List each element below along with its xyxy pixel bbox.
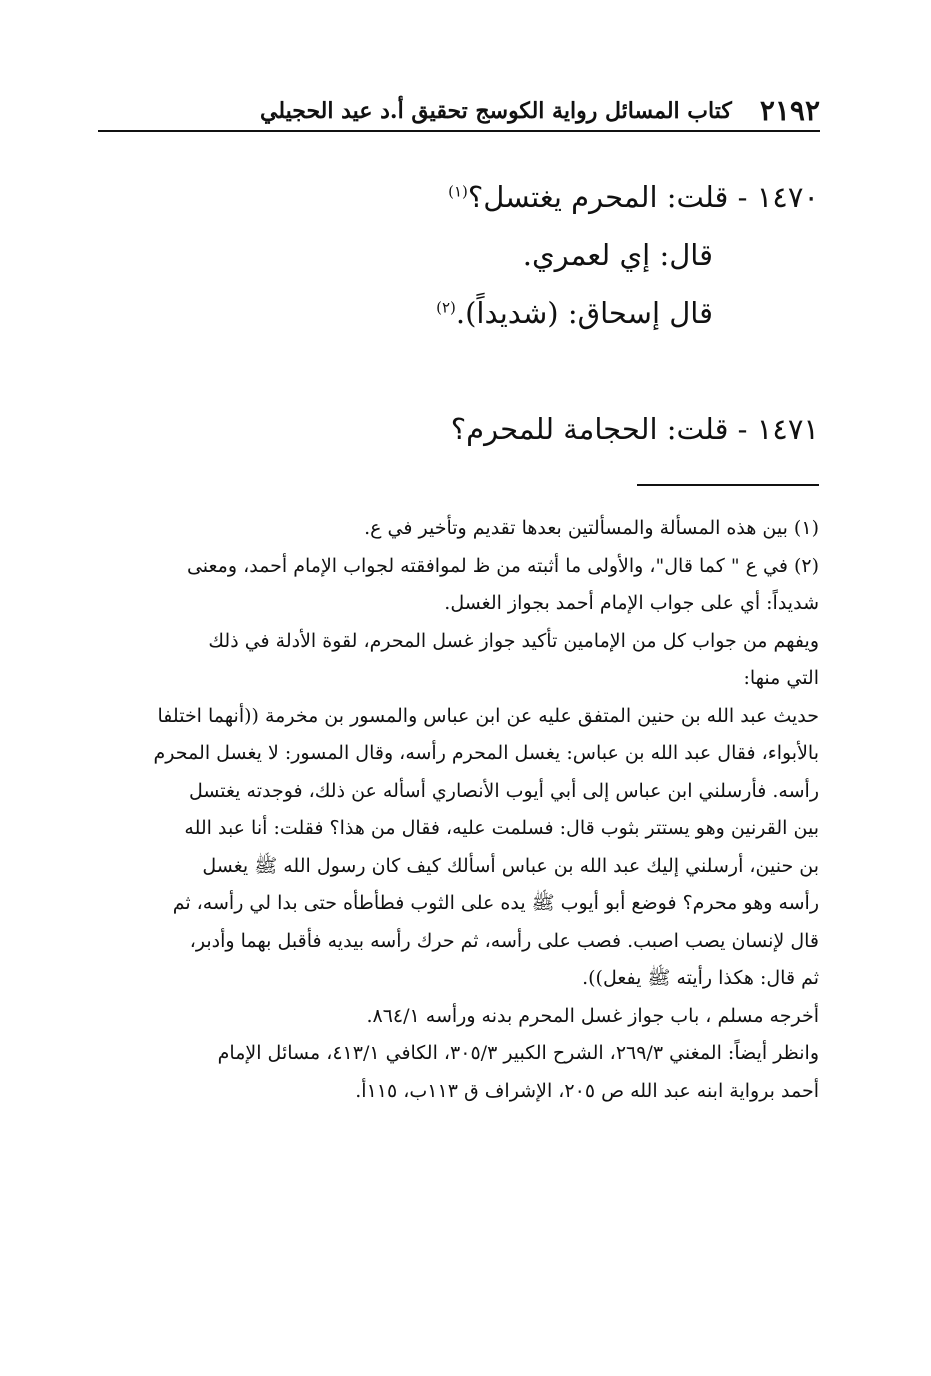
answer-ishaq: [179, 284, 713, 342]
question-1470: [179, 168, 819, 226]
footnote-ref: (١): [448, 182, 468, 201]
answer-ahmad: قال: إي لعمري.: [522, 238, 713, 272]
footnote-line: التي منها:: [743, 667, 819, 689]
footnote-line: رأسه. فأرسلني ابن عباس إلى أبي أيوب الأنصاري أسأله عن ذلك، فوجدته يغتسل: [188, 779, 819, 802]
question-number: ١٤٧٠ -: [737, 180, 819, 214]
footnote-line: (١) بين هذه المسألة والمسألتين بعدها تقديم وتأخير في ع.: [364, 517, 819, 539]
footnote-ref: (٢): [436, 298, 456, 317]
footnote-line: أحمد برواية ابنه عبد الله ص ٢٠٥، الإشراف ق ١١٣ب، ١١٥أ.: [355, 1079, 819, 1102]
footnote-separator: [637, 484, 819, 486]
footnote-line: بالأبواء، فقال عبد الله بن عباس: يغسل المحرم رأسه، وقال المسور: لا يغسل المحرم: [153, 742, 819, 764]
footnote-line: حديث عبد الله بن حنين المتفق عليه عن ابن عباس والمسور بن مخرمة ((أنهما اختلفا: [157, 704, 819, 727]
running-title: كتاب المسائل رواية الكوسج تحقيق أ.د عيد الحجيلي: [260, 98, 732, 124]
footnotes: [99, 510, 819, 1110]
footnote-line: (٢) في ع " كما قال"، والأولى ما أثبته من ظ لموافقته لجواب الإمام أحمد، ومعنى: [186, 554, 819, 577]
question-text: قلت: الحجامة للمحرم؟: [450, 412, 729, 446]
header-rule: [98, 130, 820, 132]
footnote-line: بين القرنين وهو يستتر بثوب قال: فسلمت عليه، فقال من هذا؟ فقلت: أنا عبد الله: [184, 817, 819, 839]
footnote-line: ثم قال: هكذا رأيته ﷺ يفعل)).: [582, 967, 819, 989]
question-1471: [179, 400, 819, 458]
footnote-line: بن حنين، أرسلني إليك عبد الله بن عباس أسألك كيف كان رسول الله ﷺ يغسل: [202, 854, 819, 877]
footnote-line: قال لإنسان يصب اصبب. فصب على رأسه، ثم حرك رأسه بيديه فأقبل بهما وأدبر،: [189, 929, 819, 952]
page-header: [100, 86, 820, 130]
page-number: ٢١٩٢: [759, 94, 820, 127]
answer-ishaq-text: قال إسحاق: (شديداً).: [455, 296, 713, 330]
footnote-line: رأسه وهو محرم؟ فوضع أبو أيوب ﷺ يده على الثوب فطأطأه حتى بدا لي رأسه، ثم: [172, 892, 819, 914]
main-text: [179, 168, 819, 458]
question-number: ١٤٧١ -: [737, 412, 819, 446]
footnote-line: وانظر أيضاً: المغني ٢٦٩/٣، الشرح الكبير ٣٠٥/٣، الكافي ٤١٣/١، مسائل الإمام: [217, 1042, 819, 1064]
question-text: قلت: المحرم يغتسل؟: [467, 180, 729, 214]
footnote-line: أخرجه مسلم ، باب جواز غسل المحرم بدنه ورأسه ٨٦٤/١.: [366, 1004, 819, 1027]
footnote-line: شديداً: أي على جواب الإمام أحمد بجواز الغسل.: [444, 592, 819, 614]
footnote-line: ويفهم من جواب كل من الإمامين تأكيد جواز غسل المحرم، لقوة الأدلة في ذلك: [208, 629, 819, 652]
